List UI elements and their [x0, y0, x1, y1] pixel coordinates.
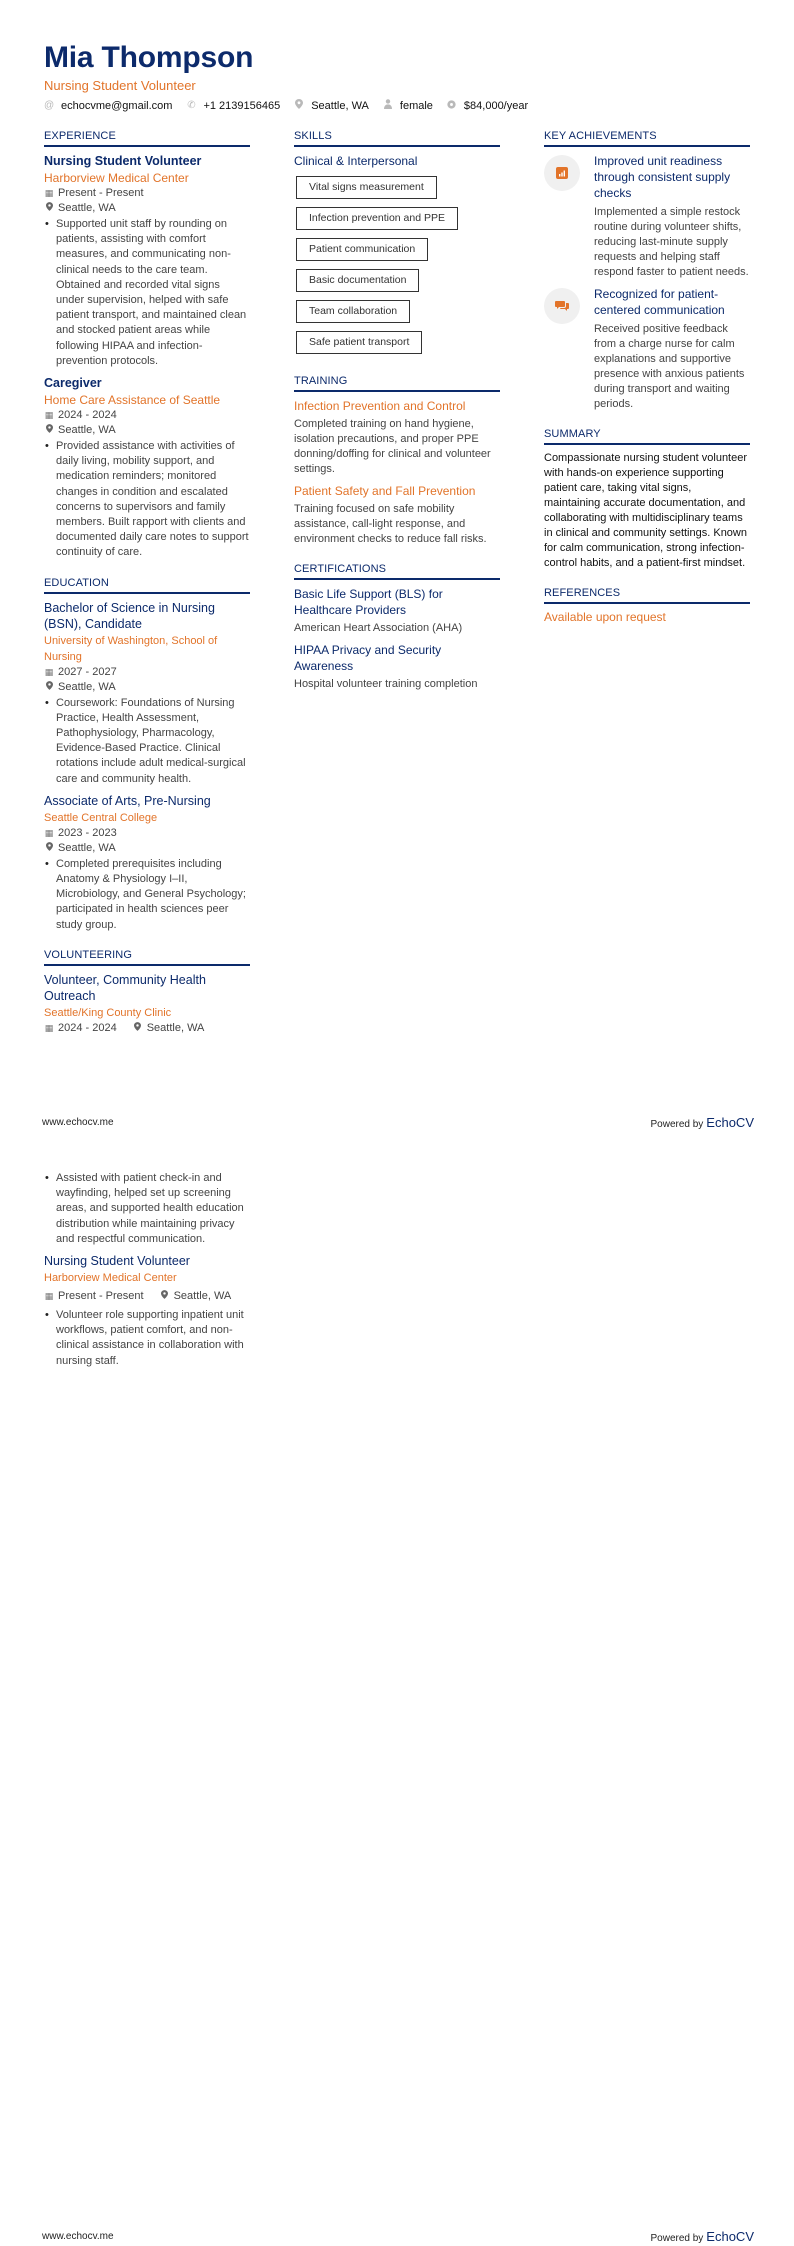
achievement-item [544, 286, 750, 412]
edu-bullets [44, 857, 250, 933]
email-text: echocvme@gmail.com [61, 99, 173, 112]
location-text: Seattle, WA [146, 1021, 205, 1034]
location-icon [294, 99, 304, 112]
volunteering-entry [44, 972, 250, 1036]
left-column-continued [44, 1170, 250, 1375]
references-text: Available upon request [544, 610, 666, 624]
role-location [133, 1021, 205, 1036]
dates-text: 2024 - 2024 [58, 409, 117, 422]
volunteering-bullets [44, 1308, 250, 1369]
degree-title: Associate of Arts, Pre-Nursing [44, 793, 211, 808]
section-heading: SUMMARY [544, 428, 750, 445]
section-heading: TRAINING [294, 375, 500, 392]
calendar-icon: ▦ [44, 1291, 54, 1302]
person-icon [383, 99, 393, 112]
powered-by [650, 2229, 754, 2244]
dates-text: 2027 - 2027 [58, 665, 117, 678]
candidate-title: Nursing Student Volunteer [44, 78, 196, 93]
powered-by-label: Powered by [650, 1118, 704, 1130]
location-icon [44, 423, 54, 438]
organization: Seattle/King County Clinic [44, 1006, 172, 1019]
contact-salary [447, 100, 528, 112]
skill-chip: Team collaboration [296, 300, 410, 323]
education-entry [44, 600, 250, 787]
meta-row [44, 1289, 250, 1304]
bullet-item: • Supported unit staff by rounding on patients, assisting with comfort measures, and communicating non-clinical needs to the care team. Obtained and recorded vital signs under supervision, helped with safe patient transport, and maintained clean and stocked patient areas while following HIPAA and infection-prevention protocols. [44, 217, 250, 369]
left-column [44, 130, 250, 1052]
gender-text: female [399, 99, 433, 112]
contact-email[interactable] [44, 100, 172, 112]
location-icon [44, 680, 54, 695]
training-section [294, 375, 500, 547]
date-range [44, 826, 250, 841]
location-text: Seattle, WA [58, 424, 116, 437]
volunteering-bullets [44, 1171, 250, 1247]
section-heading: EDUCATION [44, 577, 250, 594]
bullet-item: • Assisted with patient check-in and wayfinding, helped set up screening areas, and supported health education distribution while maintaining privacy and respectful communication. [44, 1171, 250, 1247]
summary-section [544, 428, 750, 571]
certifications-section [294, 563, 500, 692]
skill-category: Clinical & Interpersonal [294, 154, 418, 168]
location-icon [44, 201, 54, 216]
references-section [544, 587, 750, 624]
education-section [44, 577, 250, 933]
skill-chip: Basic documentation [296, 269, 419, 292]
training-title: Infection Prevention and Control [294, 399, 466, 413]
job-title: Nursing Student Volunteer [44, 154, 202, 168]
skill-chips [294, 173, 500, 359]
achievements-section [544, 130, 750, 412]
chat-bubbles-icon [544, 288, 580, 324]
at-icon: @ [44, 100, 55, 111]
bullet-item: • Coursework: Foundations of Nursing Practice, Health Assessment, Pathophysiology, Pharmacology, Evidence-Based Practice. Clinical rotations include adult medical-surgical care and community health. [44, 696, 250, 787]
section-heading: SKILLS [294, 130, 500, 147]
skill-chip: Patient communication [296, 238, 428, 261]
page-footer [0, 2226, 794, 2246]
bullet-item: • Volunteer role supporting inpatient unit workflows, patient comfort, and non-clinical assistance in collaboration with nursing staff. [44, 1308, 250, 1369]
employer: Home Care Assistance of Seattle [44, 393, 221, 408]
brand-link[interactable]: EchoCV [706, 2228, 754, 2244]
location-text: Seattle, WA [311, 99, 369, 112]
cert-issuer: Hospital volunteer training completion [294, 678, 478, 690]
bullet-item: • Completed prerequisites including Anatomy & Physiology I–II, Microbiology, and General Psychology; participated in health sciences peer study group. [44, 857, 250, 933]
right-column [544, 130, 750, 640]
achievement-item [544, 153, 750, 280]
footer-website-link[interactable]: www.echocv.me [42, 2230, 114, 2242]
location-icon [133, 1021, 143, 1036]
education-entry [44, 793, 250, 933]
location-text: Seattle, WA [58, 841, 116, 854]
middle-column [294, 130, 500, 708]
training-desc: Training focused on safe mobility assistance, call-light response, and environment checks to reduce fall risks. [294, 503, 487, 545]
calendar-icon: ▦ [44, 666, 54, 677]
salary-text: $84,000/year [463, 99, 529, 112]
employer: Harborview Medical Center [44, 171, 189, 185]
edu-location [44, 680, 250, 695]
volunteering-section [44, 949, 250, 1036]
edu-location [44, 841, 250, 856]
phone-text: +1 2139156465 [203, 99, 281, 112]
job-bullets [44, 217, 250, 369]
dates-text: 2024 - 2024 [58, 1021, 117, 1034]
cert-issuer: American Heart Association (AHA) [294, 622, 463, 634]
salary-icon [447, 100, 457, 112]
calendar-icon: ▦ [44, 188, 54, 198]
section-heading: REFERENCES [544, 587, 750, 604]
job-bullets [44, 439, 250, 561]
section-heading: VOLUNTEERING [44, 949, 250, 966]
calendar-icon: ▦ [44, 410, 54, 421]
achievement-title: Recognized for patient-centered communication [594, 287, 725, 317]
bullet-item: • Provided assistance with activities of daily living, mobility support, and medication reminders; monitored changes in condition and escalated concerns to supervisors and family members. Built rapport with clients and documented daily care notes to support continuity of care. [44, 439, 250, 561]
role-title: Volunteer, Community Health Outreach [44, 972, 206, 1003]
skill-chip: Safe patient transport [296, 331, 422, 354]
dates-text: Present - Present [58, 1290, 144, 1303]
degree-title: Bachelor of Science in Nursing (BSN), Candidate [44, 600, 215, 631]
location-icon [160, 1289, 170, 1304]
achievement-desc: Implemented a simple restock routine during volunteer shifts, reducing last-minute supply requests and helping staff respond faster to patient needs. [594, 206, 749, 278]
powered-by-label: Powered by [650, 2232, 704, 2244]
job-location [44, 201, 250, 216]
meta-row [44, 1021, 250, 1036]
date-range [44, 1021, 117, 1036]
volunteering-entry [44, 1253, 250, 1369]
cert-title: HIPAA Privacy and Security Awareness [294, 643, 442, 673]
location-icon [44, 841, 54, 856]
footer-website-link[interactable]: www.echocv.me [42, 1116, 114, 1128]
location-text: Seattle, WA [173, 1290, 232, 1303]
contact-phone[interactable] [186, 100, 280, 112]
section-heading: CERTIFICATIONS [294, 563, 500, 580]
cert-title: Basic Life Support (BLS) for Healthcare Providers [294, 587, 443, 617]
experience-section [44, 130, 250, 561]
organization: Harborview Medical Center [44, 1272, 177, 1285]
achievement-desc: Received positive feedback from a charge nurse for calm explanations and supportive presence with anxious patients during transport and waiting periods. [594, 323, 745, 410]
role-title: Nursing Student Volunteer [44, 1254, 190, 1269]
contact-gender [383, 99, 433, 112]
experience-entry [44, 153, 250, 369]
skills-section [294, 130, 500, 359]
dates-text: 2023 - 2023 [58, 826, 117, 839]
contact-bar [44, 99, 542, 112]
achievement-title: Improved unit readiness through consistent supply checks [594, 154, 731, 200]
dates-text: Present - Present [58, 187, 144, 199]
job-title: Caregiver [44, 376, 102, 391]
phone-icon: ✆ [187, 100, 196, 111]
date-range [44, 1289, 144, 1304]
job-location [44, 423, 250, 438]
edu-bullets [44, 696, 250, 787]
candidate-name: Mia Thompson [44, 41, 254, 74]
training-desc: Completed training on hand hygiene, isolation precautions, and proper PPE donning/doffing for clinical and volunteer settings. [294, 418, 491, 475]
date-range [44, 408, 250, 423]
role-location [160, 1289, 232, 1304]
institution: University of Washington, School of Nursing [44, 634, 218, 663]
institution: Seattle Central College [44, 811, 158, 824]
contact-location [294, 99, 369, 112]
resume-header [44, 40, 542, 112]
training-title: Patient Safety and Fall Prevention [294, 484, 476, 498]
date-range [44, 665, 250, 680]
calendar-icon: ▦ [44, 827, 54, 838]
skill-chip: Infection prevention and PPE [296, 207, 458, 230]
experience-entry [44, 375, 250, 561]
calendar-icon: ▦ [44, 1022, 54, 1033]
date-range [44, 186, 250, 201]
brand-link[interactable]: EchoCV [706, 1114, 754, 1130]
skill-chip: Vital signs measurement [296, 176, 437, 199]
resume-page-2 [0, 1123, 794, 2246]
location-text: Seattle, WA [58, 202, 116, 214]
section-heading: KEY ACHIEVEMENTS [544, 130, 750, 147]
summary-text: Compassionate nursing student volunteer with hands-on experience supporting patient care, taking vital signs, maintaining accurate documentation, and collaborating with multidisciplinary teams in clinical and community settings. Known for calm communication, strong infection-control habits, and a patient-first mindset. [544, 452, 748, 569]
location-text: Seattle, WA [58, 680, 116, 693]
section-heading: EXPERIENCE [44, 130, 250, 147]
bar-chart-icon [544, 155, 580, 191]
